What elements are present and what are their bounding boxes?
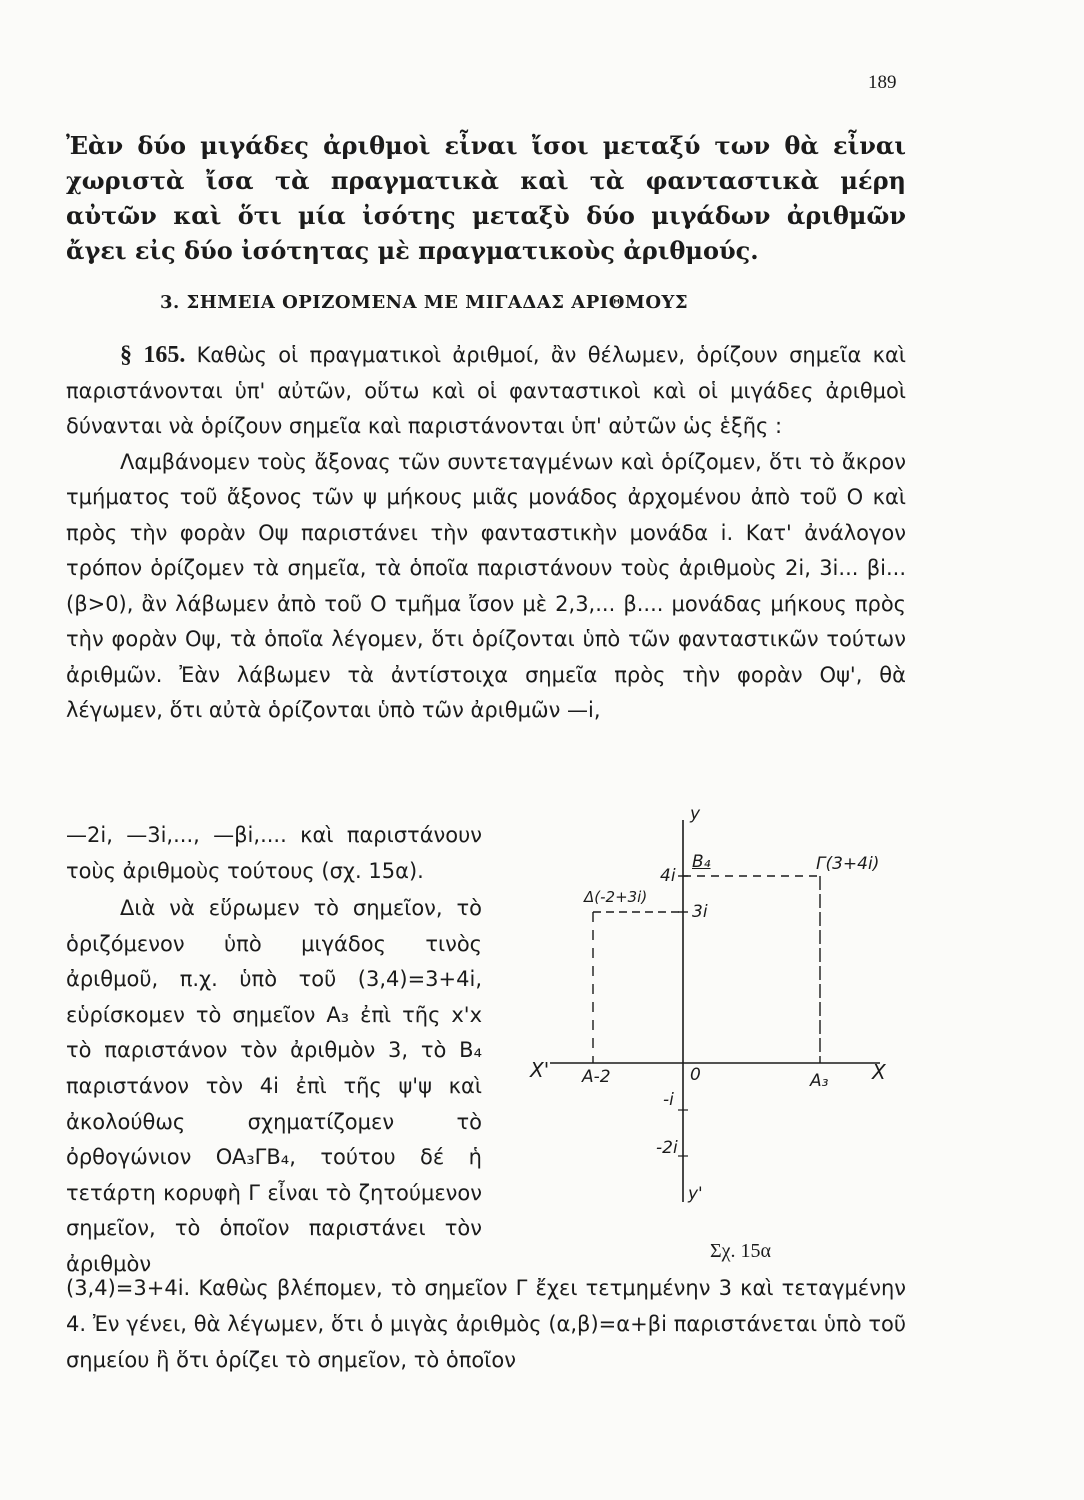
label-b4: B₄: [692, 852, 711, 872]
label-origin: 0: [690, 1065, 701, 1085]
section-number: 165.: [143, 342, 186, 368]
section-paragraph-2: Λαμβάνομεν τοὺς ἄξονας τῶν συντεταγμένων καὶ ὁρίζομεν, ὅτι τὸ ἄκρον τμήματος τοῦ ἄξονος τῶν ψ μήκους μιᾶς μονάδος ἀρχομένου ἀπὸ τοῦ Ο καὶ πρὸς τὴν φορὰν Οψ παριστάνει τὴν φανταστικὴν μονάδα i. Κατ' ἀνάλογον τρόπον ὁρίζομεν τὰ σημεῖα, τὰ ὁποῖα παριστάνουν τοὺς ἀριθμοὺς 2i, 3i... βi...(β>0), ἂν λάβωμεν ἀπὸ τοῦ Ο τμῆμα ἴσον μὲ 2,3,... β.... μονάδας μήκους πρὸς τὴν φορὰν Οψ, τὰ ὁποῖα λέγομεν, ὅτι ὁρίζονται ὑπὸ τῶν φανταστικῶν τούτων ἀριθμῶν. Ἐὰν λάβωμεν τὰ ἀντίστοιχα σημεῖα πρὸς τὴν φορὰν Οψ', θὰ λέγωμεν, ὅτι αὐτὰ ὁρίζονται ὑπὸ τῶν ἀριθμῶν —i,: [66, 449, 906, 722]
section-heading: 3. ΣΗΜΕΙΑ ΟΡΙΖΟΜΕΝΑ ΜΕ ΜΙΓΑΔΑΣ ΑΡΙΘΜΟΥΣ: [160, 292, 689, 313]
bottom-paragraph: (3,4)=3+4i. Καθὼς βλέπομεν, τὸ σημεῖον Γ ἔχει τετμημένην 3 καὶ τεταγμένην 4. Ἐν γένει, θὰ λέγωμεν, ὅτι ὁ μιγὰς ἀριθμὸς (α,β)=α+βi παριστάνεται ὑπὸ τοῦ σημείου ἢ ὅτι ὁρίζει τὸ σημεῖον, τὸ ὁποῖον: [66, 1276, 906, 1372]
figure-caption: Σχ. 15α: [710, 1240, 771, 1262]
label-delta: Δ(-2+3i): [584, 888, 648, 906]
page-number: 189: [868, 72, 897, 93]
label-4i: 4i: [660, 866, 676, 886]
label-neg-i: -i: [663, 1090, 674, 1110]
label-gamma: Γ(3+4i): [816, 854, 880, 874]
label-a-neg2: A-2: [582, 1067, 611, 1087]
intro-paragraph: Ἐὰν δύο μιγάδες ἀριθμοὶ εἶναι ἴσοι μεταξύ των θὰ εἶναι χωριστὰ ἴσα τὰ πραγματικὰ καὶ τὰ φανταστικὰ μέρη αὐτῶν καὶ ὅτι μία ἰσότης μεταξὺ δύο μιγάδων ἀριθμῶν ἄγει εἰς δύο ἰσότητας μὲ πραγματικοὺς ἀριθμούς.: [66, 131, 906, 265]
label-a3: A₃: [810, 1071, 829, 1091]
label-neg-2i: -2i: [656, 1138, 678, 1158]
label-y: y: [690, 804, 701, 824]
paragraph-3: Διὰ νὰ εὕρωμεν τὸ σημεῖον, τὸ ὁριζόμενον ὑπὸ μιγάδος τινὸς ἀριθμοῦ, π.χ. ὑπὸ τοῦ (3,4)=3+4i, εὑρίσκομεν τὸ σημεῖον A₃ ἐπὶ τῆς x'x τὸ παριστάνον τὸν ἀριθμὸν 3, τὸ B₄ παριστάνον τὸν 4i ἐπὶ τῆς ψ'ψ καὶ ἀκολούθως σχηματίζομεν τὸ ὀρθογώνιον OA₃ΓB₄, τούτου δέ ἡ τετάρτη κορυφὴ Γ εἶναι τὸ ζητούμενον σημεῖον, τὸ ὁποῖον παριστάνει τὸν ἀριθμὸν: [66, 896, 482, 1276]
label-x-prime: X': [530, 1058, 550, 1082]
label-x: X: [872, 1060, 886, 1084]
section-165: [66, 338, 906, 729]
label-y-prime: y': [688, 1184, 703, 1204]
label-3i: 3i: [692, 902, 708, 922]
figure-15a: [520, 790, 910, 1270]
section-paragraph-1: Καθὼς οἱ πραγματικοὶ ἀριθμοί, ἂν θέλωμεν, ὁρίζουν σημεῖα καὶ παριστάνονται ὑπ' αὐτῶν, οὕτω καὶ οἱ φανταστικοὶ καὶ οἱ μιγάδες ἀριθμοὶ δύνανται νὰ ὁρίζουν σημεῖα καὶ παριστάνονται ὑπ' αὐτῶν ὡς ἑξῆς :: [66, 343, 906, 438]
section-mark: §: [120, 342, 132, 368]
paragraph-2-end: —2i, —3i,..., —βi,.... καὶ παριστάνουν τοὺς ἀριθμοὺς τούτους (σχ. 15α).: [66, 823, 482, 883]
